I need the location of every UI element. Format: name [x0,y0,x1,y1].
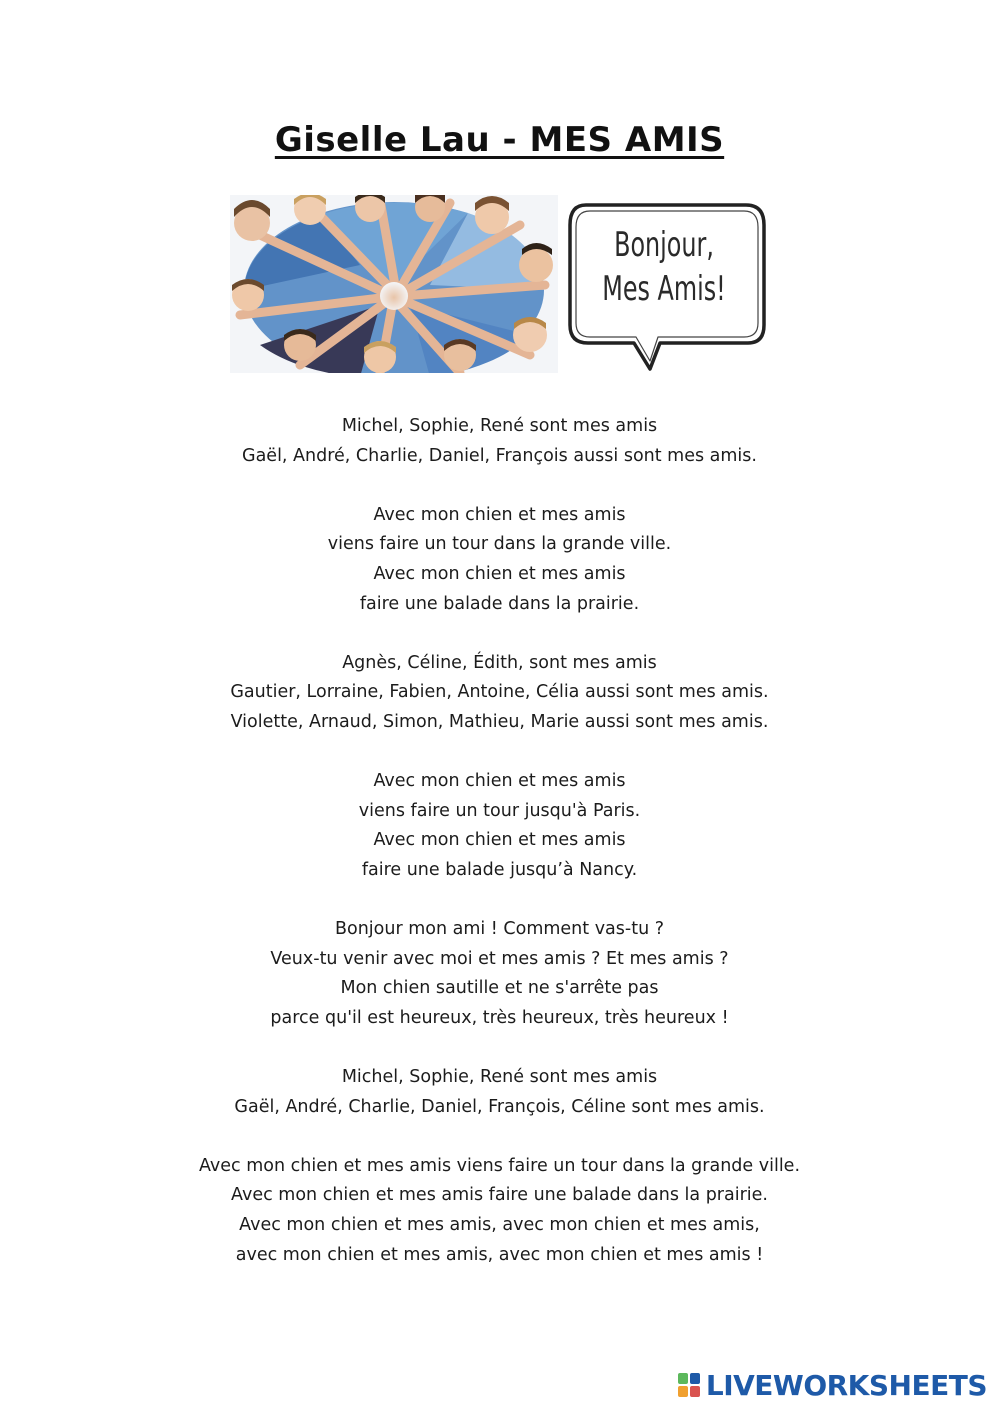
lyric-line: faire une balade dans la prairie. [359,593,640,614]
lyric-line: Michel, Sophie, René sont mes amis [341,416,658,436]
friends-circle-photo [230,195,558,373]
lyric-line: Avec mon chien et mes amis [373,504,626,525]
lyric-line: Gautier, Lorraine, Fabien, Antoine, Célia aussi sont mes amis. [230,682,769,703]
lyric-line: parce qu'il est heureux, très heureux, très heureux ! [270,1007,729,1028]
lyric-line: Avec mon chien et mes amis [373,563,626,584]
speech-bubble [564,195,774,373]
liveworksheets-logo-icon [678,1373,700,1397]
speech-bubble-text [586,223,742,311]
lyric-line: viens faire un tour jusqu'à Paris. [358,800,641,821]
bubble-line-2: Mes Amis! [602,269,726,309]
friends-circle-illustration [230,195,558,373]
brand-wordmark: LIVEWORKSHEETS [705,1368,987,1402]
lyric-line: Mon chien sautille et ne s'arrête pas [340,978,659,999]
lyric-line: Violette, Arnaud, Simon, Mathieu, Marie aussi sont mes amis. [230,711,769,732]
lyric-stanza [0,915,999,1033]
lyric-stanza [0,1152,999,1270]
footer-brand[interactable] [678,1368,987,1402]
song-lyrics [0,412,999,1300]
lyric-line: Bonjour mon ami ! Comment vas-tu ? [334,919,665,940]
bubble-line-1: Bonjour, [614,225,714,265]
lyric-line: Avec mon chien et mes amis [373,771,626,792]
lyric-line: avec mon chien et mes amis, avec mon chien et mes amis ! [235,1244,764,1265]
lyric-line: viens faire un tour dans la grande ville. [327,534,672,555]
lyric-line: Avec mon chien et mes amis faire une balade dans la prairie. [231,1185,768,1206]
header-illustration [230,195,775,375]
lyric-line: Avec mon chien et mes amis, avec mon chien et mes amis, [239,1215,760,1236]
lyric-line: Gaël, André, Charlie, Daniel, François aussi sont mes amis. [242,445,757,466]
lyric-line: Gaël, André, Charlie, Daniel, François, Céline sont mes amis. [234,1096,765,1117]
lyric-stanza [0,501,999,619]
lyric-line: Veux-tu venir avec moi et mes amis ? Et mes amis ? [270,948,729,969]
lyric-stanza [0,649,999,738]
lyric-line: Avec mon chien et mes amis [373,830,626,851]
page-title: Giselle Lau - MES AMIS [274,120,725,160]
lyric-line: faire une balade jusqu’à Nancy. [361,859,638,880]
lyric-stanza [0,1063,999,1122]
lyric-stanza [0,767,999,885]
lyric-line: Agnès, Céline, Édith, sont mes amis [342,652,657,673]
lyric-line: Avec mon chien et mes amis viens faire un tour dans la grande ville. [198,1155,801,1176]
lyric-stanza [0,412,999,471]
lyric-line: Michel, Sophie, René sont mes amis [341,1067,658,1088]
